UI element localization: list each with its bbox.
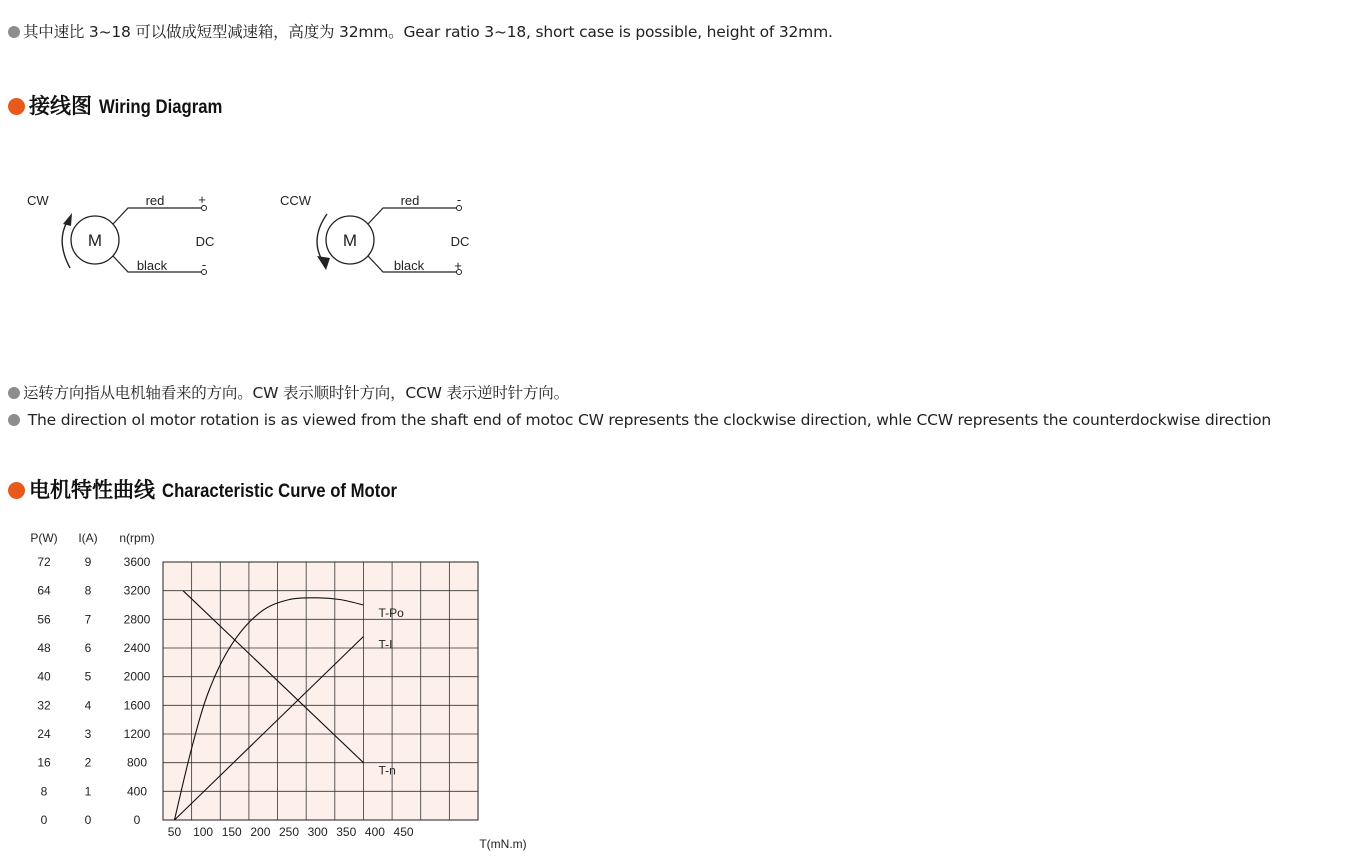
series-label: T-Po bbox=[378, 606, 404, 620]
direction-note-en-text: The direction ol motor rotation is as viewed from the shaft end of motoc CW represents the clockwise direction, whle CCW represents the counterdockwise direction bbox=[27, 411, 1272, 429]
y-tick-label: 7 bbox=[84, 612, 92, 627]
dc-label: DC bbox=[450, 234, 470, 249]
x-tick-label: 250 bbox=[278, 825, 300, 839]
cw-arrow-icon bbox=[63, 213, 72, 226]
minus-sign: - bbox=[456, 192, 462, 207]
ccw-diagram bbox=[280, 192, 469, 275]
y-tick-label: 0 bbox=[133, 813, 141, 827]
minus-sign: - bbox=[201, 257, 207, 272]
ccw-label: CCW bbox=[280, 193, 312, 208]
curve-heading bbox=[8, 474, 429, 504]
y-tick-label: 6 bbox=[84, 641, 92, 655]
y-tick-label: 800 bbox=[126, 755, 148, 770]
x-tick-label: 350 bbox=[336, 825, 357, 839]
y-tick-label: 0 bbox=[84, 813, 92, 827]
bullet-icon bbox=[8, 414, 20, 426]
gear-ratio-note bbox=[8, 20, 833, 42]
black-label: black bbox=[136, 258, 168, 273]
direction-note-en bbox=[8, 411, 1271, 429]
direction-note-cn bbox=[8, 381, 569, 403]
x-tick-label: 300 bbox=[307, 825, 328, 839]
y-tick-label: 64 bbox=[37, 583, 51, 598]
cw-label: CW bbox=[27, 193, 49, 208]
motor-label: M bbox=[342, 231, 358, 250]
characteristic-curve-chart bbox=[0, 520, 560, 860]
gear-ratio-note-text: 其中速比 3~18 可以做成短型减速箱，高度为 32mm。Gear ratio 3~18, short case is possible, height of 32mm. bbox=[23, 23, 833, 41]
y-tick-label: 56 bbox=[37, 612, 51, 627]
y-tick-label: 1 bbox=[84, 784, 92, 799]
wiring-heading-cn: 接线图 bbox=[29, 94, 92, 118]
x-tick-label: 150 bbox=[221, 825, 242, 839]
y-tick-label: 4 bbox=[84, 698, 92, 713]
orange-bullet-icon bbox=[8, 482, 25, 499]
x-tick-label: 200 bbox=[250, 825, 271, 839]
bullet-icon bbox=[8, 387, 20, 399]
red-label: red bbox=[400, 193, 420, 208]
y-tick-label: 48 bbox=[37, 641, 51, 655]
x-tick-label: 50 bbox=[167, 825, 182, 839]
y-tick-label: 1200 bbox=[123, 727, 151, 741]
y-tick-label: 3 bbox=[84, 727, 92, 741]
y-tick-label: 2800 bbox=[123, 612, 151, 627]
red-label: red bbox=[145, 193, 165, 208]
y-tick-label: 9 bbox=[84, 555, 92, 569]
direction-note-cn-text: 运转方向指从电机轴看来的方向。CW 表示顺时针方向，CCW 表示逆时针方向。 bbox=[23, 384, 569, 402]
wiring-heading-en: Wiring Diagram bbox=[98, 97, 223, 118]
y-tick-label: 72 bbox=[37, 555, 51, 569]
red-wire bbox=[113, 208, 203, 224]
y-axis-label: n(rpm) bbox=[119, 531, 155, 545]
y-tick-label: 2 bbox=[84, 755, 92, 770]
y-tick-label: 3200 bbox=[123, 583, 151, 598]
y-tick-label: 16 bbox=[37, 755, 51, 770]
ccw-arrow-icon bbox=[317, 256, 330, 270]
y-tick-label: 0 bbox=[40, 813, 48, 827]
y-tick-label: 32 bbox=[37, 698, 51, 713]
y-tick-label: 2400 bbox=[123, 641, 151, 655]
rotation-arrow-arc bbox=[62, 222, 70, 268]
curve-heading-cn: 电机特性曲线 bbox=[29, 478, 155, 502]
bullet-icon bbox=[8, 26, 20, 38]
y-tick-label: 8 bbox=[84, 583, 92, 598]
series-label: T-n bbox=[378, 763, 396, 778]
cw-diagram bbox=[27, 192, 214, 275]
red-wire bbox=[368, 208, 458, 224]
y-axis-label: P(W) bbox=[30, 531, 58, 545]
x-tick-label: 100 bbox=[193, 825, 214, 839]
x-tick-label: 450 bbox=[393, 825, 414, 839]
plot-area bbox=[163, 562, 478, 820]
y-tick-label: 40 bbox=[37, 669, 51, 684]
orange-bullet-icon bbox=[8, 98, 25, 115]
y-tick-label: 2000 bbox=[123, 669, 151, 684]
x-tick-label: 400 bbox=[364, 825, 385, 839]
x-axis-label: T(mN.m) bbox=[479, 837, 527, 851]
wiring-heading bbox=[8, 90, 239, 120]
motor-label: M bbox=[87, 231, 103, 250]
series-label: T-I bbox=[378, 637, 393, 652]
curve-heading-en: Characteristic Curve of Motor bbox=[161, 481, 397, 502]
wiring-diagram bbox=[0, 180, 520, 300]
plus-sign: + bbox=[454, 258, 462, 273]
y-tick-label: 24 bbox=[37, 727, 51, 741]
y-tick-label: 5 bbox=[84, 669, 92, 684]
y-tick-label: 3600 bbox=[123, 555, 151, 569]
y-tick-label: 1600 bbox=[123, 698, 151, 713]
y-tick-label: 400 bbox=[126, 784, 148, 799]
black-label: black bbox=[393, 258, 425, 273]
rotation-arrow-arc bbox=[317, 214, 327, 260]
dc-label: DC bbox=[195, 234, 215, 249]
y-axis-label: I(A) bbox=[78, 531, 98, 545]
plus-sign: + bbox=[198, 192, 206, 207]
y-tick-label: 8 bbox=[40, 784, 48, 799]
